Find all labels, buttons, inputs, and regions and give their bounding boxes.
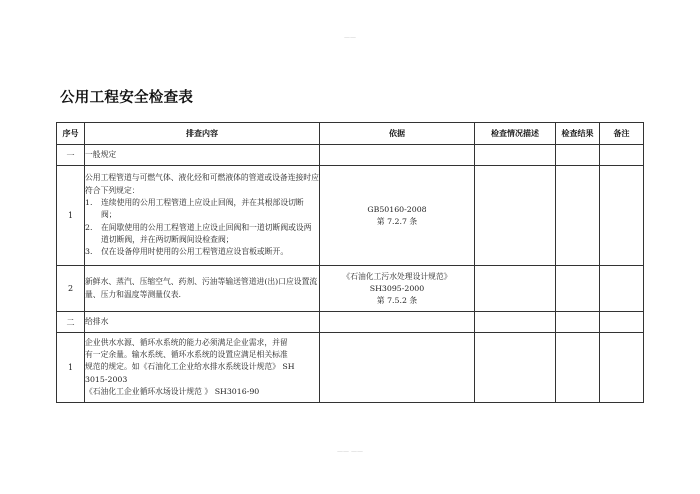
- row-seq: 2: [57, 266, 85, 312]
- basis-line: 第 7.2.7 条: [376, 216, 418, 226]
- content-line: 3015-2003: [85, 374, 128, 384]
- row-remark-cell[interactable]: [600, 266, 644, 312]
- list-item-text: 连续使用的公用工程管道上应设止回阀，并在其根部设切断阀；: [101, 198, 304, 220]
- table-row: [57, 333, 644, 403]
- table-header-row: [57, 123, 644, 145]
- list-item: [85, 222, 319, 247]
- basis-line: 第 7.5.2 条: [376, 295, 418, 305]
- header-result: 检查结果: [556, 123, 600, 145]
- basis-line: 《石油化工污水处理设计规范》: [342, 271, 452, 281]
- row-content: 新鲜水、蒸汽、压缩空气、药剂、污油等输送管道进(出)口应设置流量、压力和温度等测量仪表.: [85, 266, 320, 312]
- row-result-cell[interactable]: [556, 312, 600, 333]
- row-result-cell[interactable]: [556, 333, 600, 403]
- basis-line: SH3095-2000: [369, 283, 425, 293]
- row-seq: 二: [57, 312, 85, 333]
- row-status-cell[interactable]: [475, 333, 556, 403]
- row-seq: 1: [57, 333, 85, 403]
- list-item: [85, 197, 319, 222]
- document-title: 公用工程安全检查表: [60, 90, 194, 106]
- row-result-cell[interactable]: [556, 266, 600, 312]
- page-header-mark: ——: [344, 34, 356, 41]
- row-remark-cell[interactable]: [600, 333, 644, 403]
- row-remark-cell[interactable]: [600, 145, 644, 166]
- row-content: [85, 166, 320, 266]
- list-item-text: 在间歇使用的公用工程管道上应设止回阀和一道切断阀或设两道切断阀，并在两切断阀间设检查阀；: [101, 222, 312, 244]
- list-item-number: 1.: [85, 198, 93, 208]
- header-basis: 依据: [320, 123, 475, 145]
- basis-line: GB50160-2008: [367, 204, 427, 214]
- row-basis: [320, 312, 475, 333]
- row-remark-cell[interactable]: [600, 166, 644, 266]
- row-result-cell[interactable]: [556, 145, 600, 166]
- table-row: [57, 312, 644, 333]
- row-intro-text: 公用工程管道与可燃气体、液化烃和可燃液体的管道或设备连接时应符合下列规定：: [85, 173, 319, 195]
- content-line: 有一定余量。输水系统、循环水系统的设置应满足相关标准: [85, 350, 288, 360]
- list-item: [85, 246, 319, 258]
- inspection-table: [56, 122, 644, 403]
- row-basis: [320, 333, 475, 403]
- row-content: [85, 333, 320, 403]
- row-content: 给排水: [85, 312, 320, 333]
- header-remark: 备注: [600, 123, 644, 145]
- row-content: 一般规定: [85, 145, 320, 166]
- row-basis: [320, 166, 475, 266]
- table-row: [57, 266, 644, 312]
- row-status-cell[interactable]: [475, 266, 556, 312]
- table-row: [57, 145, 644, 166]
- list-item-number: 2.: [85, 222, 93, 232]
- page-footer-mark: —— ——: [337, 448, 363, 455]
- row-remark-cell[interactable]: [600, 312, 644, 333]
- row-basis: [320, 266, 475, 312]
- table-row: [57, 166, 644, 266]
- content-line: 企业供水水源、循环水系统的能力必须满足企业需求，并留: [85, 337, 288, 347]
- row-seq: 一: [57, 145, 85, 166]
- row-result-cell[interactable]: [556, 166, 600, 266]
- content-line: 规范的规定。如《石油化工企业给水排水系统设计规范》 SH: [85, 362, 295, 372]
- content-line: 《石油化工企业循环水场设计规范 》 SH3016-90: [85, 386, 260, 396]
- row-status-cell[interactable]: [475, 166, 556, 266]
- header-seq: 序号: [57, 123, 85, 145]
- row-status-cell[interactable]: [475, 145, 556, 166]
- list-item-text: 仅在设备停用时使用的公用工程管道应设盲板或断开。: [101, 247, 289, 257]
- header-status: 检查情况描述: [475, 123, 556, 145]
- row-seq: 1: [57, 166, 85, 266]
- list-item-number: 3.: [85, 247, 93, 257]
- header-content: 排查内容: [85, 123, 320, 145]
- row-basis: [320, 145, 475, 166]
- row-status-cell[interactable]: [475, 312, 556, 333]
